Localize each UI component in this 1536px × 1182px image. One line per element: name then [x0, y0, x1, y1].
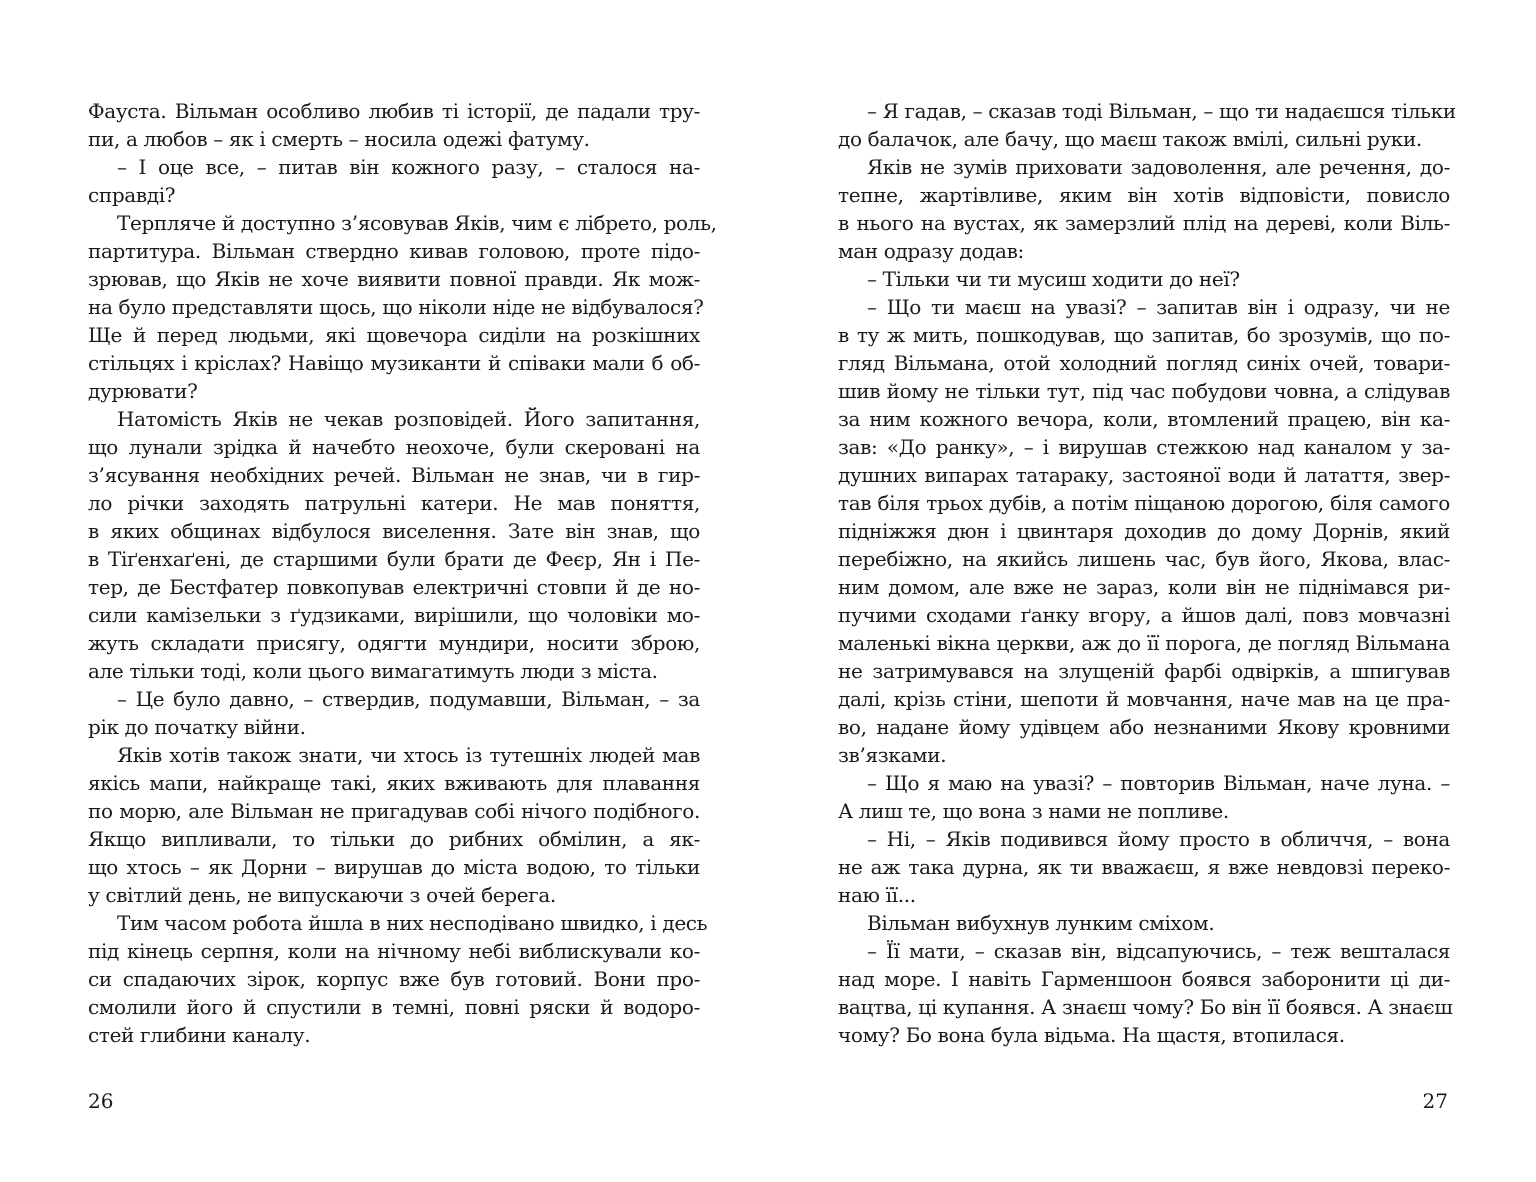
text-line: що хтось – як Дорни – вирушав до міста водою, то тільки — [88, 855, 700, 879]
text-line: Вільман вибухнув лунким сміхом. — [867, 911, 1215, 935]
text-line: ло річки заходять патрульні катери. Не мав поняття, — [88, 491, 700, 515]
text-line: справді? — [88, 183, 176, 207]
text-line: душних випарах татараку, застояної води й латаття, звер- — [838, 463, 1450, 487]
text-line: але тільки тоді, коли цього вимагатимуть люди з міста. — [88, 659, 658, 683]
text-line: з’ясування необхідних речей. Вільман не знав, чи в гир- — [88, 463, 700, 487]
text-line: Яків хотів також знати, чи хтось із тутешніх людей мав — [117, 743, 700, 767]
text-line: – Я гадав, – сказав тоді Вільман, – що ти надаєшся тільки — [867, 99, 1456, 123]
text-line: – Її мати, – сказав він, відсапуючись, – теж вешталася — [867, 939, 1450, 963]
text-line: до балачок, але бачу, що маєш також вмілі, сильні руки. — [838, 127, 1422, 151]
text-line: тав біля трьох дубів, а потім піщаною дорогою, біля самого — [838, 491, 1450, 515]
text-line: Фауста. Вільман особливо любив ті історії, де падали тру- — [88, 99, 700, 123]
text-line: чому? Бо вона була відьма. На щастя, втопилася. — [838, 1023, 1345, 1047]
text-line: дурювати? — [88, 379, 198, 403]
text-line: в нього на вустах, як замерзлий плід на дереві, коли Віль- — [838, 211, 1450, 235]
text-line: – І оце все, – питав він кожного разу, – сталося на- — [117, 155, 700, 179]
text-line: шив йому не тільки тут, під час побудови човна, а слідував — [838, 379, 1450, 403]
text-line: тепне, жартівливе, яким він хотів відповісти, повисло — [838, 183, 1450, 207]
right-page-text — [838, 97, 1456, 1049]
text-line: зав: «До ранку», – і вирушав стежкою над каналом у за- — [838, 435, 1450, 459]
text-line: Якщо випливали, то тільки до рибних обмілин, а як- — [88, 827, 700, 851]
text-line: во, надане йому удівцем або незнаними Якову кровними — [838, 715, 1450, 739]
text-line: зв’язками. — [838, 743, 947, 767]
text-line: Терпляче й доступно з’ясовував Яків, чим є лібрето, роль, — [117, 211, 717, 235]
text-line: си спадаючих зірок, корпус вже був готовий. Вони про- — [88, 967, 700, 991]
text-line: – Це було давно, – ствердив, подумавши, Вільман, – за — [117, 687, 700, 711]
text-line: Натомість Яків не чекав розповідей. Його запитання, — [117, 407, 700, 431]
text-line: над море. І навіть Гарменшоон боявся заборонити ці ди- — [838, 967, 1450, 991]
text-line: що лунали зрідка й начебто неохоче, були скеровані на — [88, 435, 700, 459]
text-line: партитура. Вільман ствердно кивав головою, проте підо- — [88, 239, 700, 263]
text-line: Ще й перед людьми, які щовечора сиділи на розкішних — [88, 323, 700, 347]
text-line: не аж така дурна, як ти вважаєш, я вже невдовзі переко- — [838, 855, 1450, 879]
text-line: – Ні, – Яків подивився йому просто в обличчя, – вона — [867, 827, 1450, 851]
text-line: Яків не зумів приховати задоволення, але речення, до- — [867, 155, 1450, 179]
text-line: в Тіґенхаґені, де старшими були брати де Феєр, Ян і Пе- — [88, 547, 700, 571]
text-line: по морю, але Вільман не пригадував собі нічого подібного. — [88, 799, 700, 823]
text-line: в яких общинах відбулося виселення. Зате він знав, що — [88, 519, 700, 543]
text-line: жуть складати присягу, одягти мундири, носити зброю, — [88, 631, 700, 655]
text-line: не затримувався на злущеній фарбі одвірків, а шпигував — [838, 659, 1450, 683]
left-page-text — [88, 97, 717, 1049]
text-line: перебіжно, на якийсь лишень час, був його, Якова, влас- — [838, 547, 1450, 571]
text-line: зрював, що Яків не хоче виявити повної правди. Як мож- — [88, 267, 700, 291]
text-line: стей глибини каналу. — [88, 1023, 311, 1047]
page-number-right: 27 — [1422, 1089, 1448, 1113]
text-line: за ним кожного вечора, коли, втомлений працею, він ка- — [838, 407, 1450, 431]
text-line: на було представляти щось, що ніколи ніде не відбувалося? — [88, 295, 704, 319]
text-line: сили камізельки з ґудзиками, вирішили, що чоловіки мо- — [88, 603, 700, 627]
text-line: – Що ти маєш на увазі? – запитав він і одразу, чи не — [867, 295, 1450, 319]
text-line: маленькі вікна церкви, аж до її порога, де погляд Вільмана — [838, 631, 1450, 655]
text-line: Тим часом робота йшла в них несподівано швидко, і десь — [117, 911, 708, 935]
text-line: у світлий день, не випускаючи з очей берега. — [88, 883, 556, 907]
text-line: вацтва, ці купання. А знаєш чому? Бо він її боявся. А знаєш — [838, 995, 1453, 1019]
text-line: гляд Вільмана, отой холодний погляд синіх очей, товари- — [838, 351, 1450, 375]
text-line: пи, а любов – як і смерть – носила одежі фатуму. — [88, 127, 590, 151]
text-line: стільцях і кріслах? Навіщо музиканти й співаки мали б об- — [88, 351, 700, 375]
text-line: пучими сходами ґанку вгору, а йшов далі, повз мовчазні — [838, 603, 1450, 627]
text-line: А лиш те, що вона з нами не попливе. — [838, 799, 1229, 823]
text-line: смолили його й спустили в темні, повні ряски й водоро- — [88, 995, 700, 1019]
text-line: далі, крізь стіни, шепоти й мовчання, наче мав на це пра- — [838, 687, 1450, 711]
text-line: якісь мапи, найкраще такі, яких вживають для плавання — [88, 771, 700, 795]
text-line: підніжжя дюн і цвинтаря доходив до дому Дорнів, який — [838, 519, 1450, 543]
text-line: – Тільки чи ти мусиш ходити до неї? — [867, 267, 1240, 291]
page-number-left: 26 — [88, 1089, 114, 1113]
text-line: тер, де Бестфатер повкопував електричні стовпи й де но- — [88, 575, 700, 599]
text-line: ман одразу додав: — [838, 239, 1024, 263]
text-line: – Що я маю на увазі? – повторив Вільман, наче луна. – — [867, 771, 1450, 795]
text-line: під кінець серпня, коли на нічному небі виблискували ко- — [88, 939, 700, 963]
text-line: наю її... — [838, 883, 916, 907]
text-line: в ту ж мить, пошкодував, що запитав, бо зрозумів, що по- — [838, 323, 1450, 347]
text-line: ним домом, але вже не зараз, коли він не піднімався ри- — [838, 575, 1450, 599]
text-line: рік до початку війни. — [88, 715, 306, 739]
